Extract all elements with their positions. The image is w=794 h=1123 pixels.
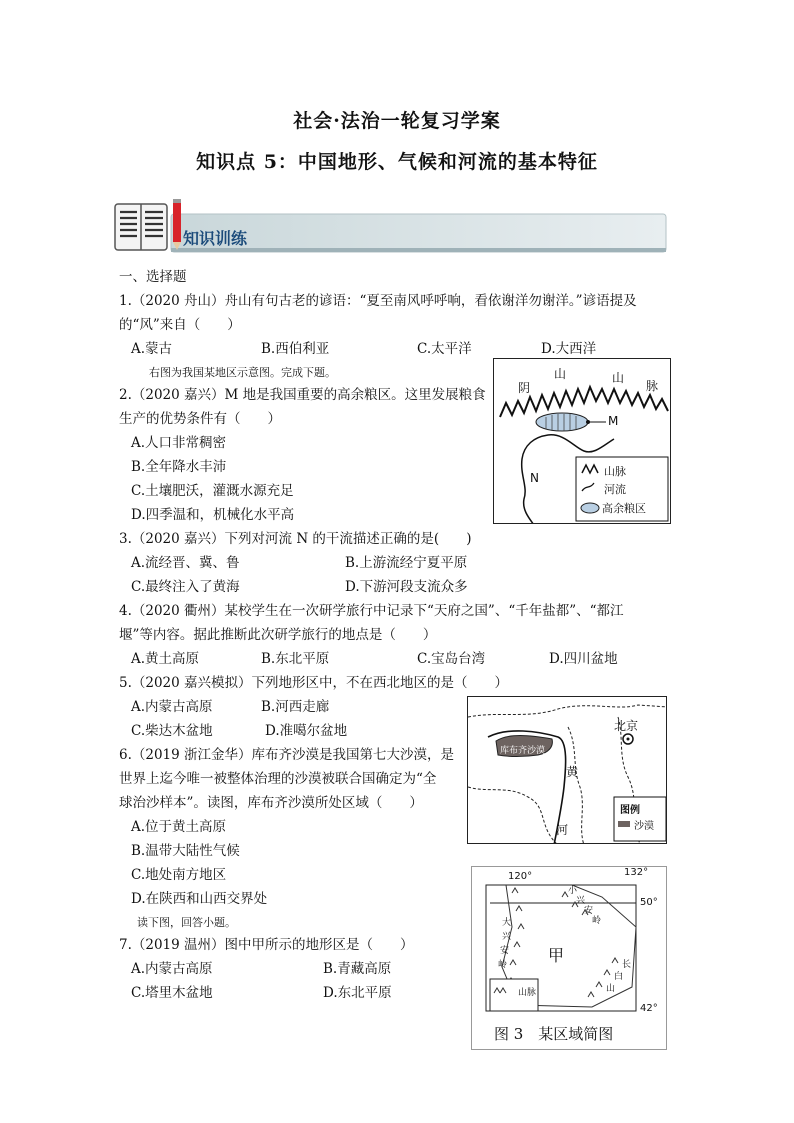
q2-option-d: D.四季温和，机械化水平高	[131, 507, 295, 523]
q4-stem-line1: 4.（2020 衢州）某校学生在一次研学旅行中记录下“天府之国”、“千年盐都”、“都江	[119, 603, 624, 619]
q1-option-b: B.西伯利亚	[261, 341, 330, 357]
q3-stem: 3.（2020 嘉兴）下列对河流 N 的干流描述正确的是( )	[119, 531, 472, 547]
map-intro-2: 读下图，回答小题。	[137, 916, 236, 929]
q1-stem-line2: 的“风”来自（ ）	[119, 317, 241, 333]
range-left-1: 大	[502, 918, 512, 928]
q4-option-a: A.黄土高原	[131, 651, 200, 667]
q7-option-b: B.青藏高原	[323, 961, 392, 977]
q6-option-c: C.地处南方地区	[131, 867, 227, 883]
map1-river-n: N	[530, 471, 539, 485]
q4-stem-line2: 堰”等内容。据此推断此次研学旅行的地点是（ ）	[119, 627, 437, 643]
q6-option-d: D.在陕西和山西交界处	[131, 891, 268, 907]
q2-stem-line2: 生产的优势条件有（ ）	[119, 411, 281, 427]
q2-option-b: B.全年降水丰沛	[131, 459, 227, 475]
legend-grain-icon	[581, 503, 599, 513]
legend-desert-icon	[618, 821, 630, 827]
map1-label-yin: 阴	[518, 381, 531, 395]
map-yin-mountains	[493, 358, 671, 524]
knowledge-training-banner	[113, 196, 670, 258]
q3-option-c: C.最终注入了黄海	[131, 579, 240, 595]
q2-option-c: C.土壤肥沃，灌溉水源充足	[131, 483, 294, 499]
map2-beijing-label: 北京	[614, 719, 639, 733]
range-right-3: 山	[606, 984, 616, 994]
q5-option-c: C.柴达木盆地	[131, 723, 213, 739]
q5-stem: 5.（2020 嘉兴模拟）下列地形区中，不在西北地区的是（ ）	[119, 675, 509, 691]
map1-label-shan2: 山	[612, 371, 625, 385]
map2-legend-desert: 沙漠	[634, 821, 654, 832]
q3-option-d: D.下游河段支流众多	[345, 579, 468, 595]
q6-option-b: B.温带大陆性气候	[131, 843, 240, 859]
map1-legend-grain: 高余粮区	[602, 502, 646, 515]
range-top-4: 岭	[592, 916, 602, 926]
range-top-1: 小	[568, 886, 578, 896]
map3-lat2: 42°	[640, 1003, 658, 1014]
map2-legend-title: 图例	[620, 805, 640, 816]
map3-lon2: 132°	[624, 867, 649, 878]
q6-stem-line3: 球治沙样本”。读图，库布齐沙漠所处区域（ ）	[119, 795, 423, 811]
range-left-3: 安	[500, 946, 510, 956]
q7-option-d: D.东北平原	[323, 985, 392, 1001]
banner-label: 知识训练	[183, 229, 248, 248]
map1-legend-mountain: 山脉	[604, 465, 626, 478]
range-right-1: 长	[622, 960, 632, 970]
page-subtitle: 知识点 5：中国地形、气候和河流的基本特征	[196, 151, 598, 173]
q3-option-b: B.上游流经宁夏平原	[345, 555, 468, 571]
range-right-2: 白	[614, 972, 624, 982]
q1-option-d: D.大西洋	[541, 341, 597, 357]
q2-option-a: A.人口非常稠密	[131, 435, 227, 451]
map3-lat1: 50°	[640, 897, 658, 908]
range-top-2: 兴	[576, 896, 586, 906]
q6-stem-line2: 世界上迄今唯一被整体治理的沙漠被联合国确定为“全	[119, 771, 437, 787]
map-intro-1: 右图为我国某地区示意图。完成下题。	[149, 366, 336, 379]
map1-label-mai: 脉	[646, 379, 659, 393]
map-kubuqi-desert	[467, 696, 667, 844]
q2-stem-line1: 2.（2020 嘉兴）M 地是我国重要的高余粮区。这里发展粮食	[119, 387, 486, 403]
grain-area	[536, 413, 588, 431]
map3-region-label: 甲	[548, 946, 565, 965]
q6-option-a: A.位于黄土高原	[131, 819, 227, 835]
q7-stem: 7.（2019 温州）图中甲所示的地形区是（ ）	[119, 937, 414, 953]
q4-option-c: C.宝岛台湾	[417, 651, 486, 667]
map1-legend-river: 河流	[604, 483, 626, 496]
map3-caption: 图 3 某区域简图	[494, 1025, 614, 1043]
section-heading: 一、选择题	[119, 269, 187, 285]
q5-option-b: B.河西走廊	[261, 699, 330, 715]
q7-option-a: A.内蒙古高原	[131, 961, 213, 977]
map2-river-label-2: 河	[556, 823, 569, 837]
q3-option-a: A.流经晋、冀、鲁	[131, 555, 240, 571]
q4-option-d: D.四川盆地	[549, 651, 618, 667]
q5-option-a: A.内蒙古高原	[131, 699, 213, 715]
map3-legend: 山脉	[518, 988, 537, 998]
q4-option-b: B.东北平原	[261, 651, 330, 667]
book-icon	[115, 204, 167, 250]
q5-option-d: D.准噶尔盆地	[265, 723, 348, 739]
map1-label-shan1: 山	[554, 367, 567, 381]
q7-option-c: C.塔里木盆地	[131, 985, 213, 1001]
q6-stem-line1: 6.（2019 浙江金华）库布齐沙漠是我国第七大沙漠，是	[119, 747, 455, 763]
map3-lon1: 120°	[508, 871, 533, 882]
map2-river-label-1: 黄	[566, 765, 579, 779]
page-title: 社会·法治一轮复习学案	[293, 110, 501, 132]
range-top-3: 安	[584, 906, 594, 916]
range-left-2: 兴	[502, 932, 512, 942]
map1-point-m: M	[608, 414, 619, 428]
map-northeast-region	[471, 866, 667, 1050]
q1-option-c: C.太平洋	[417, 341, 472, 357]
range-left-4: 岭	[498, 960, 508, 970]
q1-stem-line1: 1.（2020 舟山）舟山有句古老的谚语：“夏至南风呼呼响，看依谢洋勿谢洋。”谚语提及	[119, 293, 637, 309]
q1-option-a: A.蒙古	[131, 341, 173, 357]
pencil-icon	[173, 199, 181, 250]
map2-desert-label: 库布齐沙漠	[500, 746, 546, 756]
